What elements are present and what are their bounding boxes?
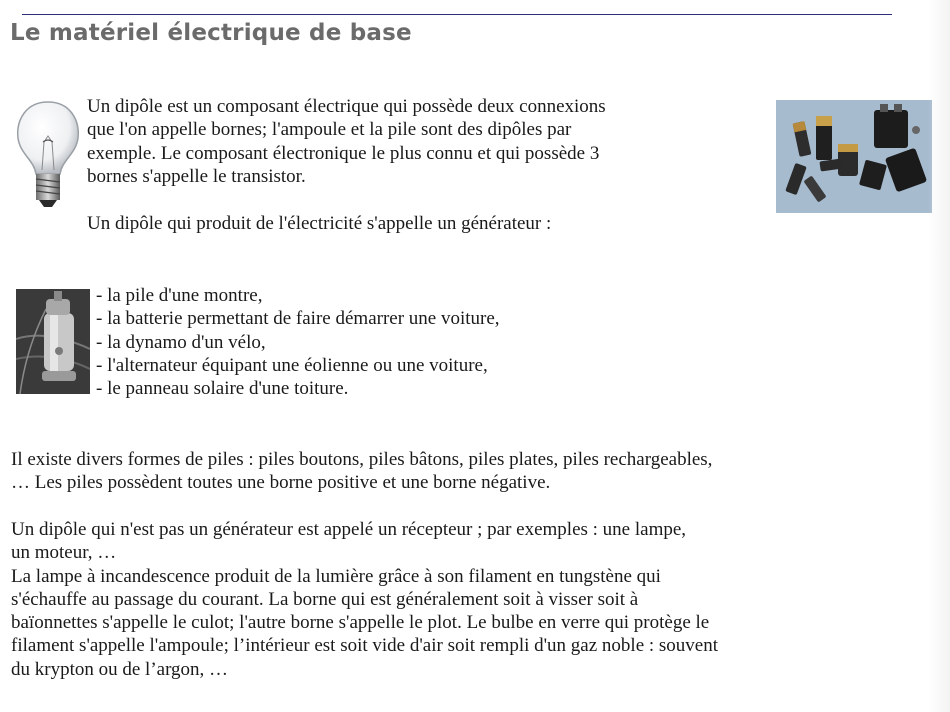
receptor-line: s'échauffe au passage du courant. La borne qui est généralement soit à visser soit à — [11, 588, 639, 610]
receptor-line: un moteur, … — [11, 542, 117, 564]
dynamo-image — [16, 289, 90, 394]
edge-shade — [928, 0, 950, 712]
intro-line: bornes s'appelle le transistor. — [87, 165, 306, 187]
list-item: - le panneau solaire d'une toiture. — [96, 378, 349, 400]
top-rule — [22, 14, 892, 15]
receptor-line: baïonnettes s'appelle le culot; l'autre borne s'appelle le plot. Le bulbe en verre qui protège le — [11, 612, 710, 634]
receptor-line: Un dipôle qui n'est pas un générateur est appelé un récepteur ; par exemples : une lampe, — [11, 519, 687, 540]
receptor-line: du krypton ou de l’argon, … — [11, 658, 229, 680]
intro-paragraph — [87, 95, 606, 188]
receptor-line: La lampe à incandescence produit de la lumière grâce à son filament en tungstène qui — [11, 565, 661, 587]
intro-line: que l'on appelle bornes; l'ampoule et la pile sont des dipôles par — [87, 119, 572, 141]
intro-line: Un dipôle est un composant électrique qui possède deux connexions — [87, 96, 606, 117]
batteries-image — [776, 100, 932, 213]
list-item: - la batterie permettant de faire démarrer une voiture, — [96, 308, 500, 330]
piles-line: … Les piles possèdent toutes une borne positive et une borne négative. — [11, 472, 551, 494]
list-item: - la pile d'une montre, — [96, 285, 263, 306]
piles-line: Il existe divers formes de piles : piles boutons, piles bâtons, piles plates, piles rechargeables, — [11, 449, 713, 470]
receptor-paragraph — [11, 518, 718, 681]
light-bulb-image — [12, 98, 84, 210]
piles-paragraph — [11, 448, 712, 495]
generator-sentence: Un dipôle qui produit de l'électricité s'appelle un générateur : — [87, 213, 552, 234]
list-item: - l'alternateur équipant une éolienne ou une voiture, — [96, 354, 488, 376]
page-title: Le matériel électrique de base — [10, 20, 412, 46]
generator-list — [96, 284, 500, 400]
intro-line: exemple. Le composant électronique le plus connu et qui possède 3 — [87, 142, 600, 164]
list-item: - la dynamo d'un vélo, — [96, 331, 266, 353]
receptor-line: filament s'appelle l'ampoule; l’intérieur est soit vide d'air soit rempli d'un gaz noble : souvent — [11, 635, 719, 657]
